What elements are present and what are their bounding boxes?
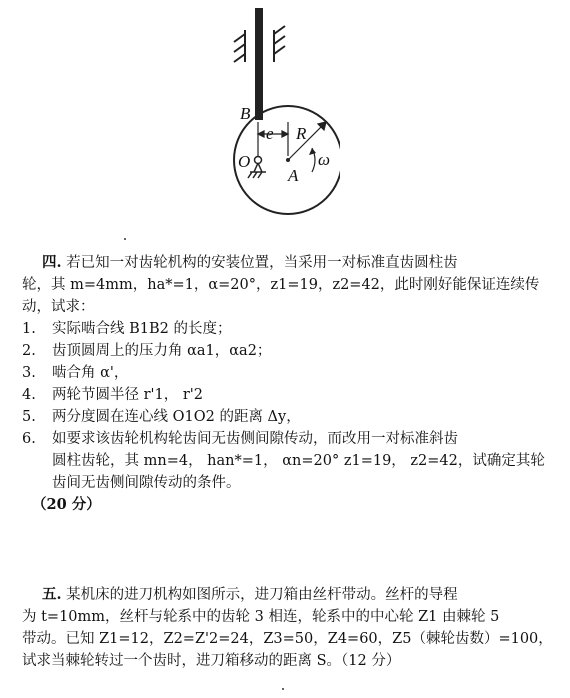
label-R: R bbox=[296, 124, 307, 143]
problem-4-score: （20 分） bbox=[32, 496, 101, 513]
list-item-number: 1. bbox=[22, 321, 36, 337]
follower-rod bbox=[255, 8, 263, 120]
list-item-text: 实际啮合线 B1B2 的长度； bbox=[52, 321, 232, 337]
scan-speck bbox=[124, 238, 126, 240]
cam-mechanism-figure bbox=[200, 0, 340, 230]
label-e: e bbox=[266, 124, 274, 143]
list-item-text: 两分度圆在连心线 O1O2 的距离 Δy， bbox=[52, 409, 301, 425]
list-item-text: 啮合角 α'， bbox=[52, 365, 129, 381]
problem-4 bbox=[22, 252, 562, 516]
list-item bbox=[22, 384, 562, 406]
problem-5-line-3: 带动。已知 Z1=12，Z2=Z'2=24，Z3=50，Z4=60，Z5（棘轮齿数）=100， bbox=[22, 631, 553, 647]
list-item-number: 3. bbox=[22, 365, 36, 381]
problem-5-line-4: 试求当棘轮转过一个齿时，进刀箱移动的距离 S。（12 分） bbox=[22, 653, 401, 669]
item-6-line-3: 齿间无齿侧间隙传动的条件。 bbox=[52, 475, 241, 491]
list-item-text: 两轮节圆半径 r'1， r'2 bbox=[52, 387, 204, 403]
pivot-ground bbox=[248, 163, 266, 178]
item-6-line-2: 圆柱齿轮，其 mn=4， han*=1， αn=20° z1=19， z2=42，试确定其轮 bbox=[52, 453, 545, 469]
guide-left bbox=[234, 30, 245, 62]
label-O: O bbox=[238, 152, 251, 171]
list-item-text: 如要求该齿轮机构轮齿间无齿侧间隙传动，而改用一对标准斜齿 bbox=[52, 431, 458, 447]
problem-5-line-2: 为 t=10mm，丝杆与轮系中的齿轮 3 相连，轮系中的中心轮 Z1 由棘轮 5 bbox=[22, 609, 500, 625]
list-item-number: 5. bbox=[22, 409, 36, 425]
label-A: A bbox=[288, 166, 299, 185]
list-item bbox=[22, 318, 562, 340]
label-B: B bbox=[240, 104, 251, 123]
problem-4-intro-3: 动，试求： bbox=[22, 299, 95, 315]
list-item-text: 齿顶圆周上的压力角 αa1，αa2； bbox=[52, 343, 272, 359]
problem-4-header: 四. bbox=[42, 254, 62, 271]
cam-diagram bbox=[200, 0, 340, 230]
problem-4-intro-2: 轮，其 m=4mm，ha*=1，α=20°，z1=19，z2=42，此时刚好能保证连续传 bbox=[22, 277, 540, 293]
list-item bbox=[22, 428, 562, 450]
pivot-O bbox=[255, 157, 262, 164]
list-item-number: 4. bbox=[22, 387, 36, 403]
scan-speck bbox=[282, 688, 284, 690]
problem-5-text-1: 某机床的进刀机构如图所示，进刀箱由丝杆带动。丝杆的导程 bbox=[66, 587, 458, 603]
problem-5-line-1 bbox=[22, 584, 562, 606]
list-item-number: 2. bbox=[22, 343, 36, 359]
problem-5 bbox=[22, 584, 562, 672]
problem-4-intro-1: 若已知一对齿轮机构的安装位置，当采用一对标准直齿圆柱齿 bbox=[66, 255, 458, 271]
list-item bbox=[22, 406, 562, 428]
list-item-number: 6. bbox=[22, 431, 36, 447]
label-omega: ω bbox=[318, 150, 331, 169]
problem-4-line-1 bbox=[22, 252, 562, 274]
list-item bbox=[22, 340, 562, 362]
problem-5-header: 五. bbox=[42, 586, 62, 603]
guide-right bbox=[274, 26, 285, 62]
list-item bbox=[22, 362, 562, 384]
